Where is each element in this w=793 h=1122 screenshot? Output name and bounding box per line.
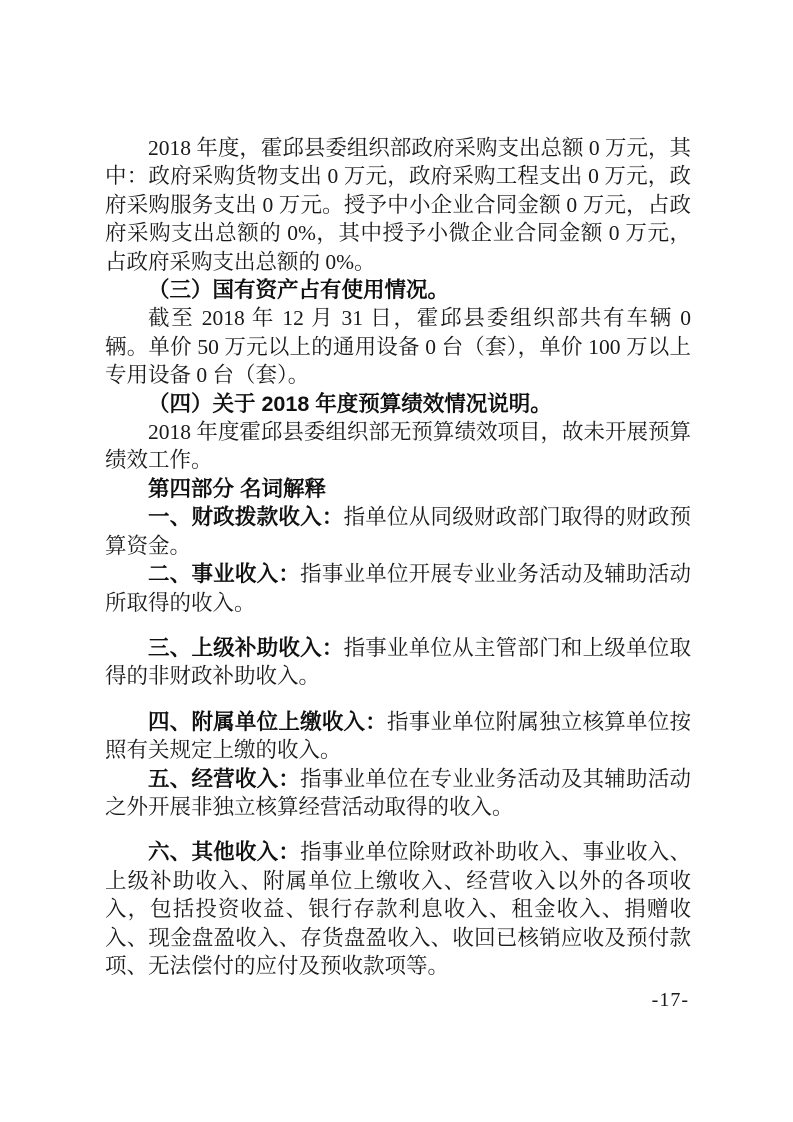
page-body — [105, 134, 691, 980]
paragraph-state-assets: 截至 2018 年 12 月 31 日，霍邱县委组织部共有车辆 0 辆。单价 50 万元以上的通用设备 0 台（套），单价 100 万以上专用设备 0 台（套）。 — [105, 306, 691, 388]
definition-item-business-income — [105, 560, 691, 617]
definition-term: 六、其他收入： — [148, 840, 301, 865]
definition-term: 一、财政拨款收入： — [148, 505, 344, 530]
definition-term: 五、经营收入： — [148, 766, 301, 791]
definition-desc: 指事业单位除财政补助收入、事业收入、上级补助收入、附属单位上缴收入、经营收入以外的各项收入，包括投资收益、银行存款利息收入、租金收入、捐赠收入、现金盘盈收入、存货盘盈收入、收回已核销应收及预付款项、无法偿付的应付及预收款项等。 — [105, 840, 691, 978]
heading-state-assets: （三）国有资产占有使用情况。 — [148, 278, 450, 303]
definition-item-superior-subsidy-income — [105, 634, 691, 691]
page-number: -17- — [651, 989, 689, 1011]
heading-budget-performance: （四）关于 2018 年度预算绩效情况说明。 — [148, 391, 552, 416]
definition-desc: 指事业单位从主管部门和上级单位取得的非财政补助收入。 — [105, 635, 691, 689]
paragraph-government-procurement: 2018 年度，霍邱县委组织部政府采购支出总额 0 万元，其中：政府采购货物支出 0 万元，政府采购工程支出 0 万元，政府采购服务支出 0 万元。授予中小企业合同金额 0 万元，占政府采购支出总额的 0%，其中授予小微企业合同金额 0 万元，占政府采购支出总额的 0%。 — [105, 136, 691, 274]
definition-desc: 指事业单位附属独立核算单位按照有关规定上缴的收入。 — [105, 709, 691, 763]
definition-item-other-income — [105, 838, 691, 980]
definition-item-operating-income — [105, 765, 691, 822]
definition-term: 二、事业收入： — [148, 562, 301, 587]
heading-part4-glossary: 第四部分 名词解释 — [148, 476, 326, 501]
definition-item-fiscal-appropriation-income — [105, 503, 691, 560]
definition-desc: 指事业单位在专业业务活动及其辅助活动之外开展非独立核算经营活动取得的收入。 — [105, 766, 691, 819]
definition-item-affiliated-unit-remittance-income — [105, 708, 691, 765]
paragraph-budget-performance: 2018 年度霍邱县委组织部无预算绩效项目，故未开展预算绩效工作。 — [105, 420, 691, 473]
definition-term: 四、附属单位上缴收入： — [148, 709, 388, 734]
definition-term: 三、上级补助收入： — [148, 635, 344, 660]
definition-desc: 指单位从同级财政部门取得的财政预算资金。 — [105, 505, 691, 558]
definition-desc: 指事业单位开展专业业务活动及辅助活动所取得的收入。 — [105, 562, 691, 615]
